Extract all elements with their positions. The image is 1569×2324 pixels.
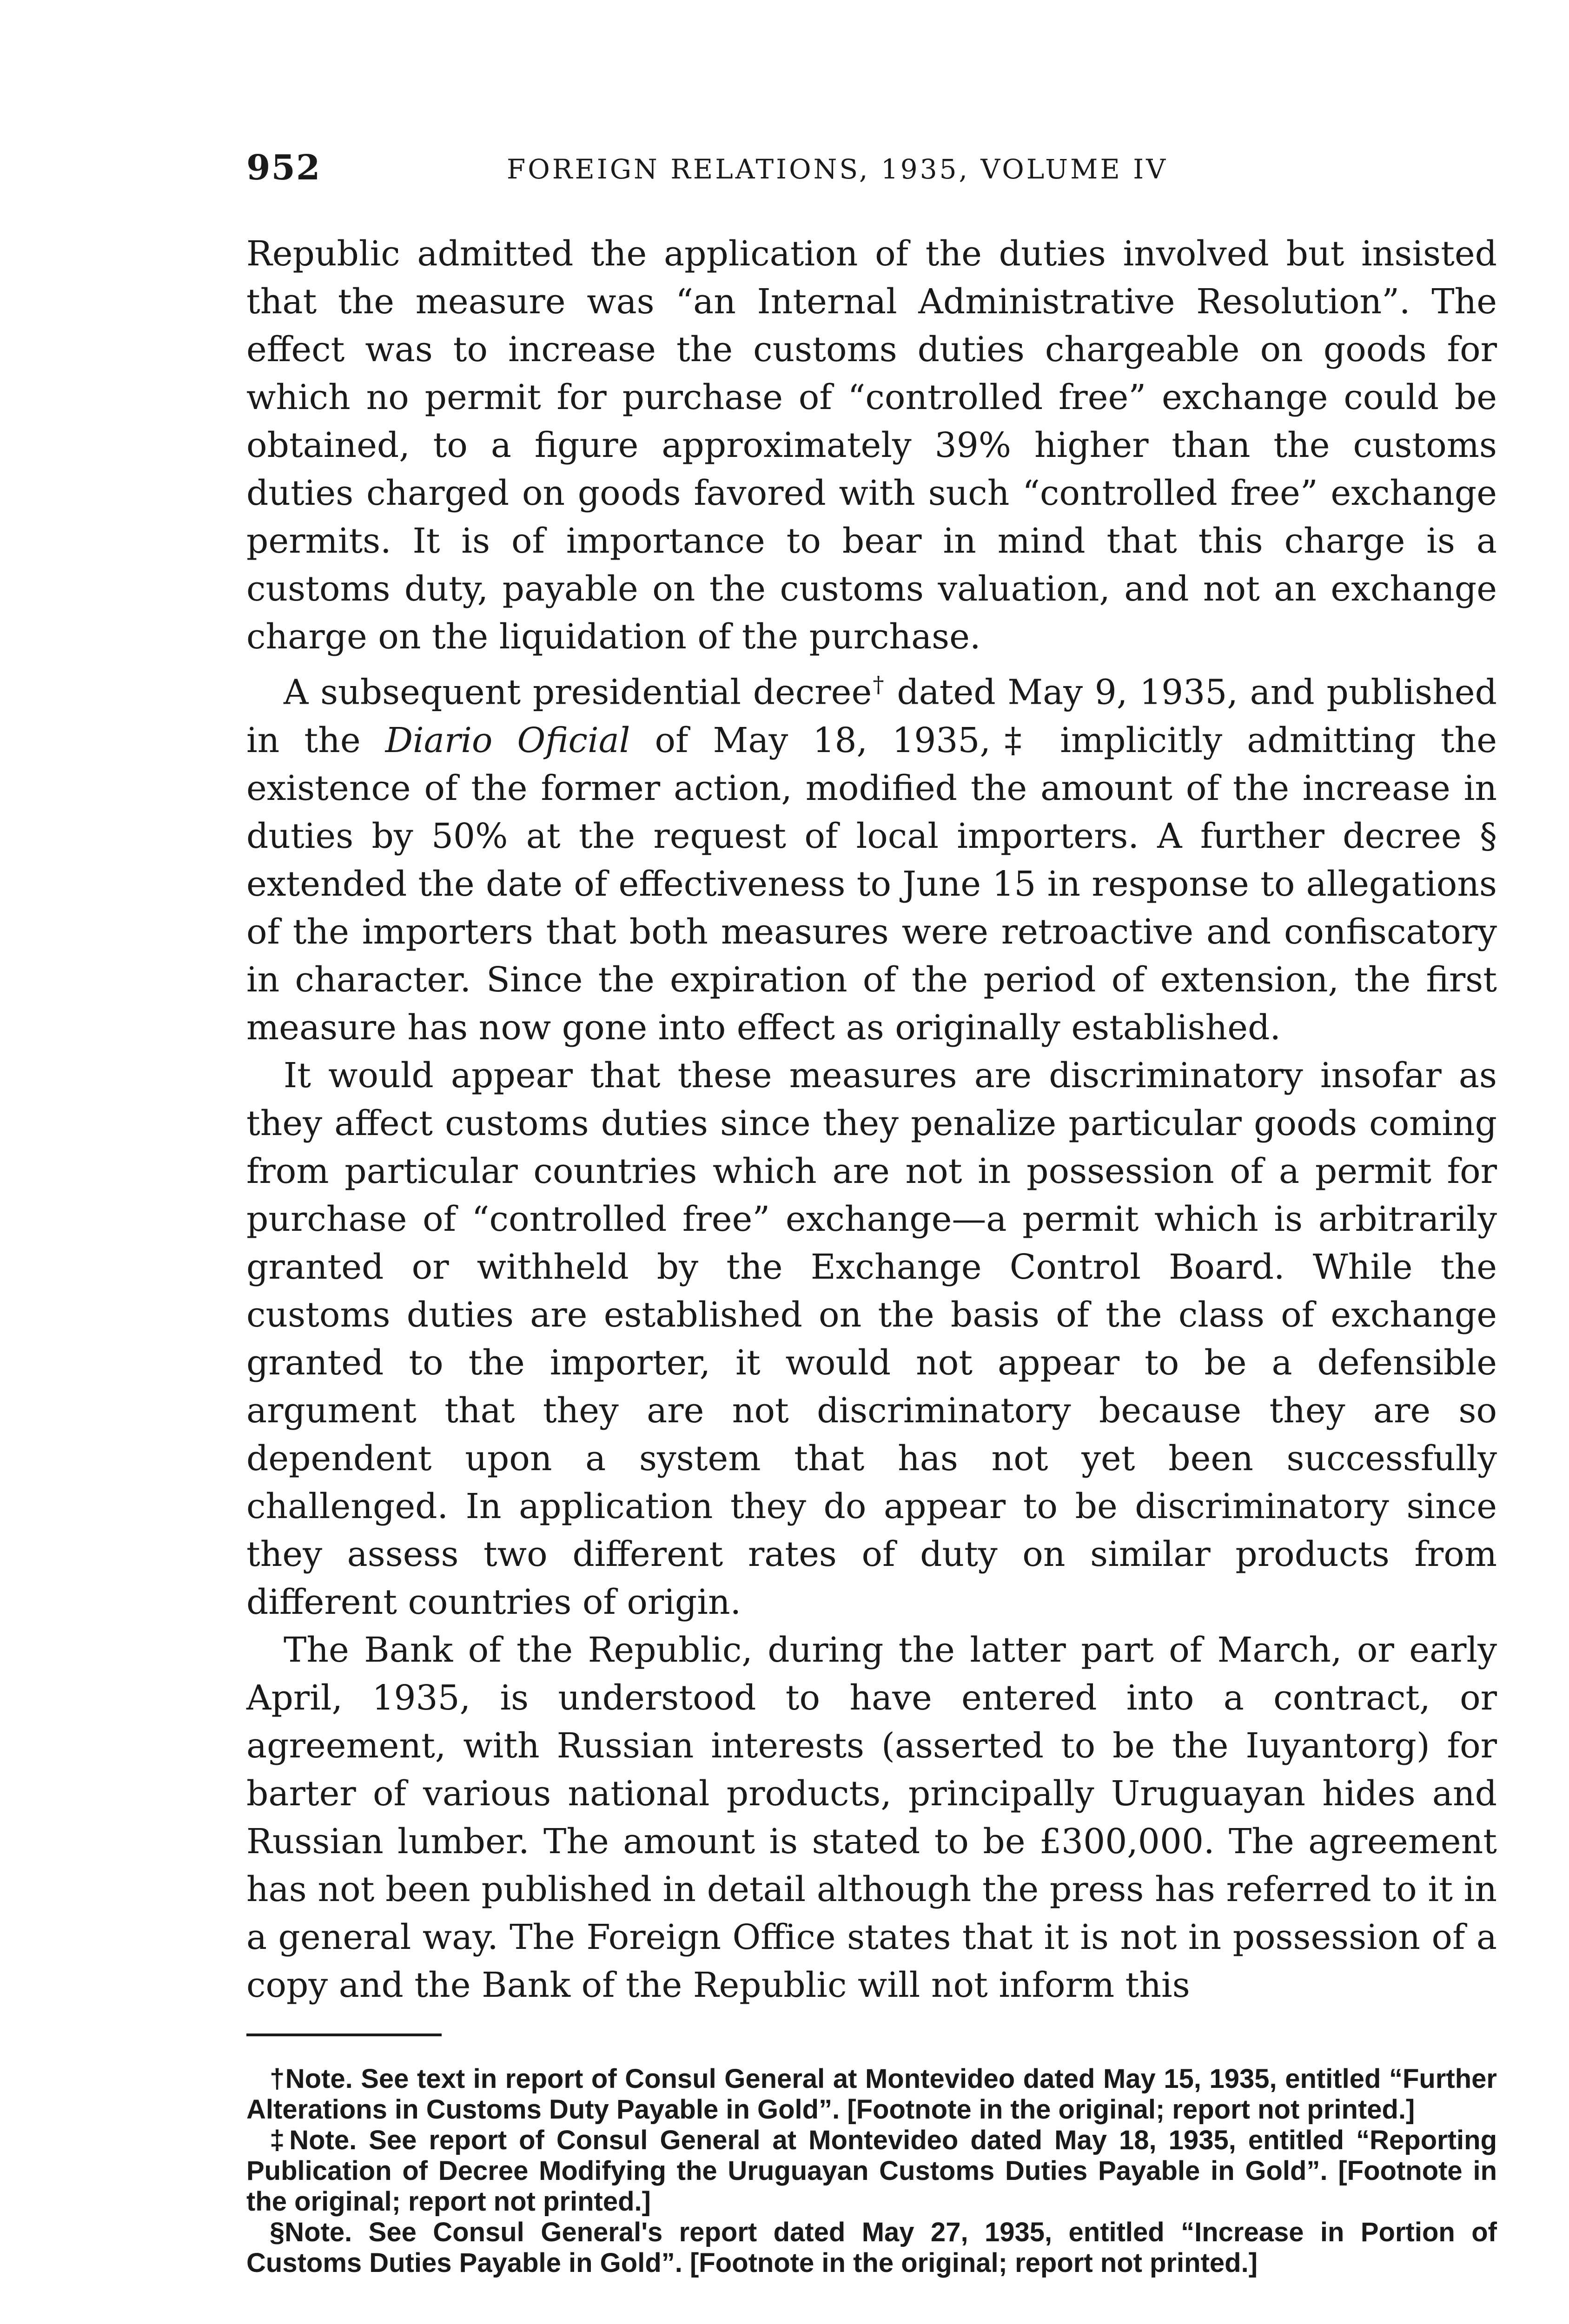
footnote-divider: [246, 2034, 442, 2036]
body-text: [246, 230, 1497, 2009]
paragraph-presidential-decree: [246, 661, 1497, 1052]
paragraph-text: A subsequent presidential decree: [284, 672, 872, 713]
running-head: FOREIGN RELATIONS, 1935, VOLUME IV: [507, 153, 1168, 185]
footnote-item: †Note. See text in report of Consul General at Montevideo dated May 15, 1935, entitled “Further Alterations in Customs Duty Payable in Gold”. [Footnote in the original; report not printed.]: [246, 2064, 1497, 2125]
paragraph-text: of May 18, 1935,: [630, 720, 991, 760]
footnote-mark-double-dagger: ‡: [991, 720, 1036, 760]
paragraph-continuation: Republic admitted the application of the duties involved but insisted that the measure was “an Internal Administrative Resolution”. The effect was to increase the customs duties chargeable on goods for which no permit for purchase of “controlled free” exchange could be obtained, to a figure approximately 39% higher than the customs duties charged on goods favored with such “controlled free” exchange permits. It is of importance to bear in mind that this charge is a customs duty, payable on the customs valuation, and not an exchange charge on the liquidation of the purchase.: [246, 234, 1497, 657]
paragraph-text: implicitly admitting the existence of the former action, modified the amount of the increase in duties by 50% at the request of local importers. A further decree § extended the date of effectiveness to June 15 in response to allegations of the importers that both measures were retroactive and confiscatory in character. Since the expiration of the period of extension, the first measure has now gone into effect as originally established.: [246, 720, 1497, 1048]
page-number: 952: [246, 148, 321, 188]
paragraph-discriminatory: It would appear that these measures are discriminatory insofar as they affect customs duties since they penalize particular goods coming from particular countries which are not in possession of a permit for purchase of “controlled free” exchange—a permit which is arbitrarily granted or withheld by the Exchange Control Board. While the customs duties are established on the basis of the class of exchange granted to the importer, it would not appear to be a defensible argument that they are not discriminatory because they are so dependent upon a system that has not yet been successfully challenged. In application they do appear to be discriminatory since they assess two different rates of duty on similar products from different countries of origin.: [246, 1055, 1497, 1622]
footnote-item: ‡Note. See report of Consul General at Montevideo dated May 18, 1935, entitled “Reporting Publication of Decree Modifying the Uruguayan Customs Duties Payable in Gold”. [Footnote in the original; report not printed.]: [246, 2125, 1497, 2217]
publication-title: Diario Oficial: [385, 720, 630, 760]
page-header: [246, 148, 1497, 190]
paragraph-bank-of-republic: The Bank of the Republic, during the latter part of March, or early April, 1935, is understood to have entered into a contract, or agreement, with Russian interests (asserted to be the Iuyantorg) for barter of various national products, principally Uruguayan hides and Russian lumber. The amount is stated to be £300,000. The agreement has not been published in detail although the press has referred to it in a general way. The Foreign Office states that it is not in possession of a copy and the Bank of the Republic will not inform this: [246, 1630, 1497, 2005]
footnote-item: §Note. See Consul General's report dated May 27, 1935, entitled “Increase in Portion of Customs Duties Payable in Gold”. [Footnote in the original; report not printed.]: [246, 2217, 1497, 2278]
footnote-mark-dagger: †: [872, 672, 885, 698]
paragraph-text: dated May 9, 1935, and published in the: [246, 672, 1497, 760]
footnotes: [246, 2064, 1497, 2278]
